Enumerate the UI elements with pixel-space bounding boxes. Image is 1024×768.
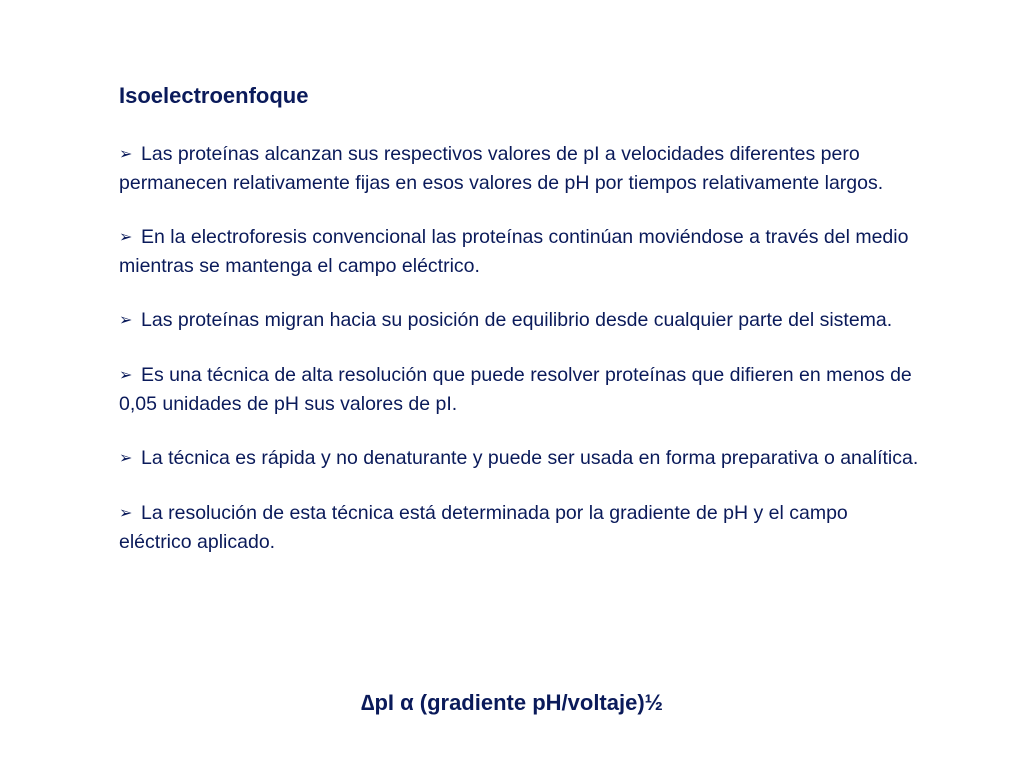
arrowhead-bullet-icon: ➢ — [119, 367, 133, 384]
bullet-text: La técnica es rápida y no denaturante y puede ser usada en forma preparativa o analítica. — [141, 447, 919, 469]
arrowhead-bullet-icon: ➢ — [119, 312, 133, 329]
arrowhead-bullet-icon: ➢ — [119, 505, 133, 522]
bullet-item — [119, 499, 919, 556]
bullet-item — [119, 444, 919, 473]
arrowhead-bullet-icon: ➢ — [119, 450, 133, 467]
slide-title: Isoelectroenfoque — [119, 83, 309, 108]
bullet-item — [119, 140, 919, 197]
bullet-text: Las proteínas alcanzan sus respectivos valores de pI a velocidades diferentes pero permanecen relativamente fijas en esos valores de pH por tiempos relativamente largos. — [119, 143, 884, 194]
bullet-text: La resolución de esta técnica está determinada por la gradiente de pH y el campo eléctrico aplicado. — [119, 502, 848, 553]
bullet-item — [119, 361, 919, 418]
arrowhead-bullet-icon: ➢ — [119, 146, 133, 163]
bullet-list — [119, 140, 919, 582]
bullet-text: En la electroforesis convencional las proteínas continúan moviéndose a través del medio mientras se mantenga el campo eléctrico. — [119, 226, 909, 277]
arrowhead-bullet-icon: ➢ — [119, 229, 133, 246]
bullet-item — [119, 306, 919, 335]
bullet-text: Las proteínas migran hacia su posición de equilibrio desde cualquier parte del sistema. — [141, 309, 893, 331]
bullet-item — [119, 223, 919, 280]
resolution-formula: ∆pI α (gradiente pH/voltaje)½ — [360, 690, 664, 715]
bullet-text: Es una técnica de alta resolución que puede resolver proteínas que difieren en menos de 0,05 unidades de pH sus valores de pI. — [119, 364, 912, 415]
